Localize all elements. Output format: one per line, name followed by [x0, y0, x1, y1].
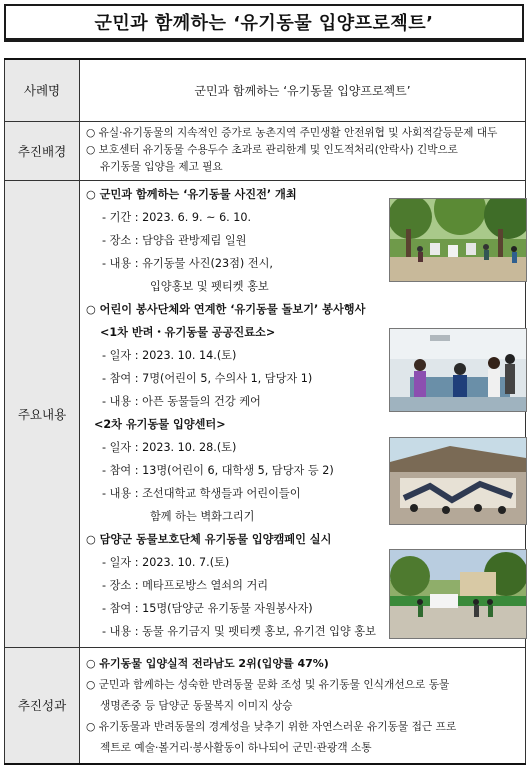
row-background	[5, 121, 526, 180]
main-line: - 참여 : 13명(어린이 6, 대학생 5, 담당자 등 2)	[102, 463, 334, 477]
page-title: 군민과 함께하는 ‘유기동물 입양프로젝트’	[94, 13, 434, 34]
case-name-value: 군민과 함께하는 ‘유기동물 입양프로젝트’	[80, 59, 526, 121]
main-content	[80, 180, 526, 647]
main-item-volunteer-event: ○ 어린이 봉사단체와 연계한 ‘유기동물 돌보기’ 봉사행사	[86, 302, 366, 316]
main-item-adoption-campaign: ○ 담양군 동물보호단체 유기동물 입양캠페인 실시	[86, 532, 332, 546]
photo-exhibition-park	[389, 198, 527, 282]
label-background: 추진배경	[5, 121, 80, 180]
results-item-1: ○ 유기동물 입양실적 전라남도 2위(입양률 47%)	[86, 656, 329, 670]
row-results	[5, 647, 526, 764]
main-line: - 내용 : 동물 유기금지 및 펫티켓 홍보, 유기견 입양 홍보	[102, 624, 376, 638]
main-line: - 장소 : 담양읍 관방제림 일원	[102, 233, 247, 247]
photo-campaign-street	[389, 549, 527, 639]
background-content	[80, 121, 526, 180]
main-line: 입양홍보 및 펫티켓 홍보	[150, 279, 269, 293]
main-item-photo-exhibition: ○ 군민과 함께하는 ‘유기동물 사진전’ 개최	[86, 187, 297, 201]
label-case-name: 사례명	[5, 59, 80, 121]
label-results: 추진성과	[5, 647, 80, 764]
photo-mural-painting	[389, 437, 527, 525]
main-line: - 일자 : 2023. 10. 14.(토)	[102, 348, 237, 362]
main-line: - 일자 : 2023. 10. 28.(토)	[102, 440, 237, 454]
photo-clinic	[389, 328, 527, 412]
results-item-3-cont: 젝트로 예술·볼거리·봉사활동이 하나되어 군민·관광객 소통	[100, 740, 372, 754]
main-line: - 일자 : 2023. 10. 7.(토)	[102, 555, 230, 569]
main-line: 함께 하는 벽화그리기	[150, 509, 255, 523]
background-item-1: ○ 유실·유기동물의 지속적인 증가로 농촌지역 주민생활 안전위협 및 사회적갈등문제 대두	[86, 127, 498, 139]
main-line: - 참여 : 15명(담양군 유기동물 자원봉사자)	[102, 601, 313, 615]
main-subheading-second: <2차 유기동물 입양센터>	[94, 417, 226, 431]
report-table	[4, 58, 526, 765]
main-line: - 내용 : 조선대학교 학생들과 어린이들이	[102, 486, 301, 500]
results-item-2: ○ 군민과 함께하는 성숙한 반려동물 문화 조성 및 유기동물 인식개선으로 동물	[86, 677, 450, 691]
results-item-2-cont: 생명존중 등 담양군 동물복지 이미지 상승	[100, 698, 293, 712]
results-content	[80, 647, 526, 764]
main-line: - 내용 : 아픈 동물들의 건강 케어	[102, 394, 261, 408]
row-main-content	[5, 180, 526, 647]
main-line: - 참여 : 7명(어린이 5, 수의사 1, 담당자 1)	[102, 371, 313, 385]
row-case-name	[5, 59, 526, 121]
main-line: - 장소 : 메타프로방스 열쇠의 거리	[102, 578, 269, 592]
results-item-3: ○ 유기동물과 반려동물의 경계성을 낮추기 위한 자연스러운 유기동물 접근 프로	[86, 719, 457, 733]
page-title-box	[4, 4, 524, 42]
main-line: - 기간 : 2023. 6. 9. ~ 6. 10.	[102, 210, 252, 224]
main-line: - 내용 : 유기동물 사진(23점) 전시,	[102, 256, 273, 270]
background-item-2: ○ 보호센터 유기동물 수용두수 초과로 관리한계 및 인도적처리(안락사) 긴박으로	[86, 144, 458, 156]
label-main-content: 주요내용	[5, 180, 80, 647]
main-subheading-first: <1차 반려・유기동물 공공진료소>	[100, 325, 276, 339]
background-item-2-cont: 유기동물 입양을 제고 필요	[100, 161, 223, 173]
